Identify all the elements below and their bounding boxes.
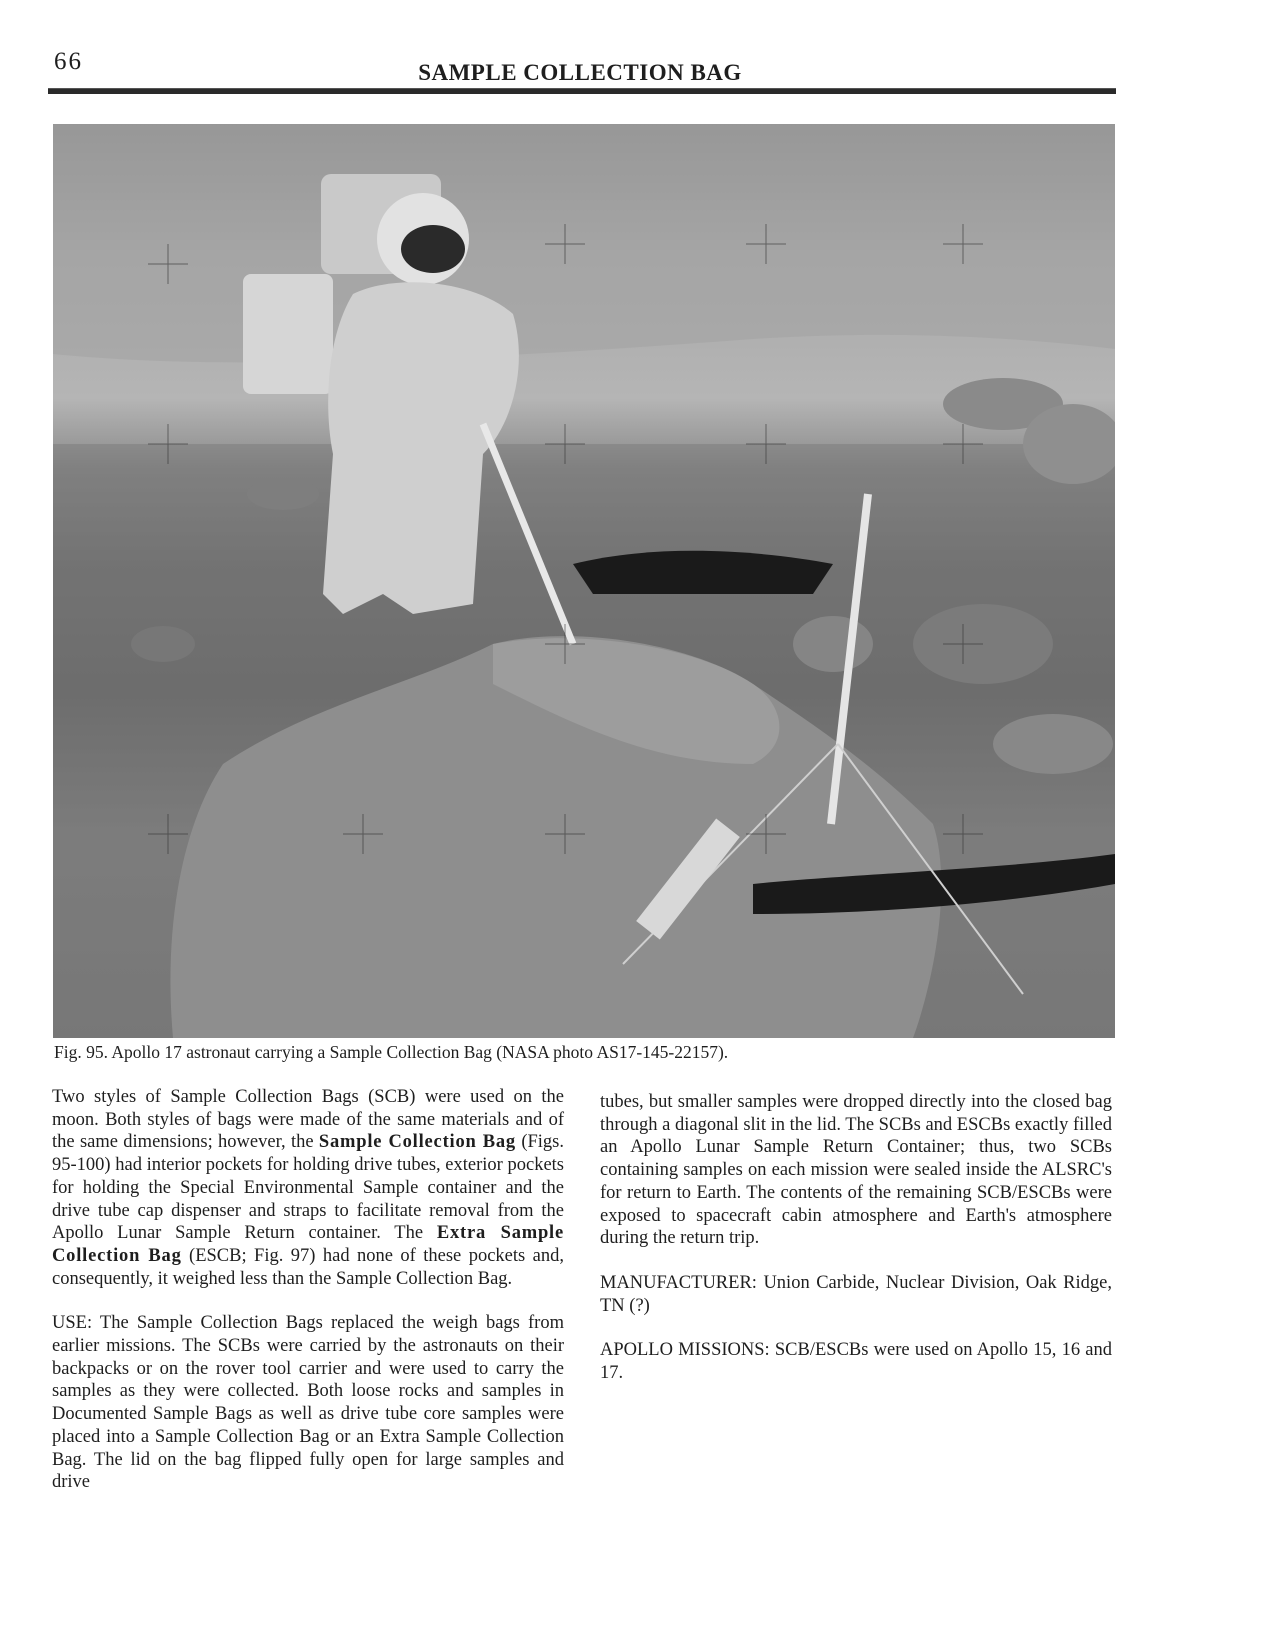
intro-paragraph [52, 1086, 564, 1290]
manufacturer-paragraph: MANUFACTURER: Union Carbide, Nuclear Division, Oak Ridge, TN (?) [600, 1272, 1112, 1316]
apollo-missions-paragraph: APOLLO MISSIONS: SCB/ESCBs were used on Apollo 15, 16 and 17. [600, 1340, 1112, 1384]
figure-photo [53, 124, 1115, 1038]
lunar-scene-image [53, 124, 1115, 1038]
term-sample-collection-bag: Sample Collection Bag [318, 1132, 516, 1153]
page-number: 66 [54, 48, 83, 75]
figure-caption: Fig. 95. Apollo 17 astronaut carrying a Sample Collection Bag (NASA photo AS17-145-22157). [54, 1042, 729, 1062]
page-title: SAMPLE COLLECTION BAG [418, 60, 742, 85]
use-paragraph: USE: The Sample Collection Bags replaced the weigh bags from earlier missions. The SCBs were carried by the astronauts on their backpacks or on the rover tool carrier and were used to carry the samples as they were collected. Both loose rocks and samples in Documented Sample Bags as well as drive tube core samples were placed into a Sample Collection Bag or an Extra Sample Collection Bag. The lid on the bag flipped fully open for large samples and drive [52, 1313, 564, 1493]
text-column-right [600, 1091, 1112, 1407]
intro-text-2: (Figs. 95-100) had interior pockets for holding drive tubes, exterior pockets for holding the Special Environmental Sample container and the drive tube cap dispenser and straps to facilitate removal from the Apollo Lunar Sample Return container. The [52, 1132, 564, 1244]
header-rule [48, 88, 1116, 94]
text-column-left [52, 1086, 564, 1516]
term-extra-sample-collection-bag: Extra Sample Collection Bag [52, 1223, 564, 1266]
intro-text-3: (ESCB; Fig. 97) had none of these pockets and, consequently, it weighed less than the Sample Collection Bag. [52, 1245, 564, 1289]
intro-text-1: Two styles of Sample Collection Bags (SCB) were used on the moon. Both styles of bags were made of the same materials and of the same dimensions; however, the [52, 1087, 564, 1153]
use-paragraph-continued: tubes, but smaller samples were dropped directly into the closed bag through a diagonal slit in the lid. The SCBs and ESCBs exactly filled an Apollo Lunar Sample Return Container; thus, two SCBs containing samples on each mission were sealed inside the ALSRC's for return to Earth. The contents of the remaining SCB/ESCBs were exposed to spacecraft cabin atmosphere and Earth's atmosphere during the return trip. [600, 1092, 1112, 1249]
